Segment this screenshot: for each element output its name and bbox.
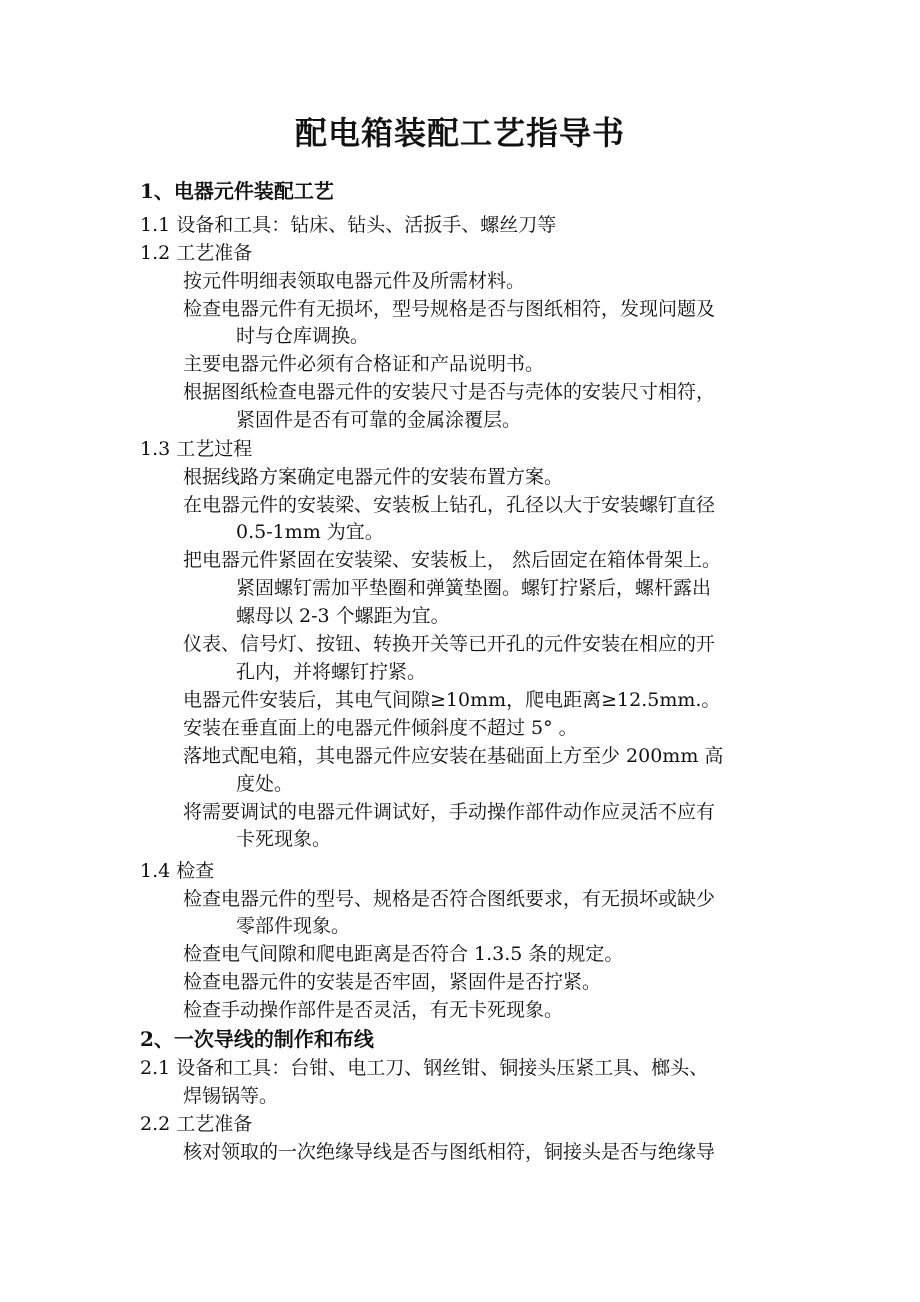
paragraph-line: 0.5-1mm 为宜。 (236, 521, 384, 543)
paragraph-line: 检查电器元件有无损坏，型号规格是否与图纸相符，发现问题及 (183, 298, 716, 320)
paragraph-line: 将需要调试的电器元件调试好，手动操作部件动作应灵活不应有 (183, 801, 716, 823)
paragraph-line: 根据线路方案确定电器元件的安装布置方案。 (183, 466, 564, 488)
paragraph-line: 检查电器元件的安装是否牢固，紧固件是否拧紧。 (183, 971, 602, 993)
subsection-heading: 1.2 工艺准备 (140, 242, 253, 264)
paragraph-line: 度处。 (236, 773, 294, 795)
paragraph-line: 焊锡锅等。 (183, 1085, 279, 1107)
paragraph-line: 孔内，并将螺钉拧紧。 (236, 661, 427, 683)
paragraph-line: 检查电气间隙和爬电距离是否符合 1.3.5 条的规定。 (183, 943, 624, 965)
paragraph-line: 时与仓库调换。 (236, 325, 370, 347)
paragraph-line: 紧固螺钉需加平垫圈和弹簧垫圈。螺钉拧紧后，螺杆露出 (236, 577, 712, 599)
paragraph-line: 仪表、信号灯、按钮、转换开关等已开孔的元件安装在相应的开 (183, 633, 716, 655)
subsection-heading: 1.1 设备和工具：钻床、钻头、活扳手、螺丝刀等 (140, 214, 557, 236)
subsection-heading: 1.4 检查 (140, 860, 215, 882)
paragraph-line: 主要电器元件必须有合格证和产品说明书。 (183, 353, 545, 375)
paragraph-line: 螺母以 2-3 个螺距为宜。 (236, 605, 450, 627)
section-heading: 1、电器元件装配工艺 (140, 179, 334, 203)
paragraph-line: 检查电器元件的型号、规格是否符合图纸要求，有无损坏或缺少 (183, 888, 716, 910)
paragraph-line: 落地式配电箱，其电器元件应安装在基础面上方至少 200mm 高 (183, 745, 724, 767)
paragraph-line: 电器元件安装后，其电气间隙≥10mm，爬电距离≥12.5mm.。 (183, 689, 721, 711)
paragraph-line: 零部件现象。 (236, 915, 351, 937)
section-heading: 2、一次导线的制作和布线 (140, 1027, 374, 1051)
paragraph-line: 把电器元件紧固在安装梁、安装板上， 然后固定在箱体骨架上。 (183, 549, 722, 571)
paragraph-line: 根据图纸检查电器元件的安装尺寸是否与壳体的安装尺寸相符， (183, 381, 716, 403)
paragraph-line: 在电器元件的安装梁、安装板上钻孔，孔径以大于安装螺钉直径 (183, 494, 716, 516)
paragraph-line: 检查手动操作部件是否灵活，有无卡死现象。 (183, 999, 564, 1021)
subsection-heading: 1.3 工艺过程 (140, 438, 253, 460)
paragraph-line: 按元件明细表领取电器元件及所需材料。 (183, 270, 526, 292)
paragraph-line: 卡死现象。 (236, 828, 332, 850)
paragraph-line: 核对领取的一次绝缘导线是否与图纸相符，铜接头是否与绝缘导 (183, 1141, 716, 1163)
page-title: 配电箱装配工艺指导书 (294, 114, 625, 152)
subsection-heading: 2.2 工艺准备 (140, 1113, 253, 1135)
paragraph-line: 安装在垂直面上的电器元件倾斜度不超过 5° 。 (183, 717, 578, 739)
paragraph-line: 紧固件是否有可靠的金属涂覆层。 (236, 409, 522, 431)
subsection-heading: 2.1 设备和工具：台钳、电工刀、钢丝钳、铜接头压紧工具、榔头、 (140, 1057, 709, 1079)
